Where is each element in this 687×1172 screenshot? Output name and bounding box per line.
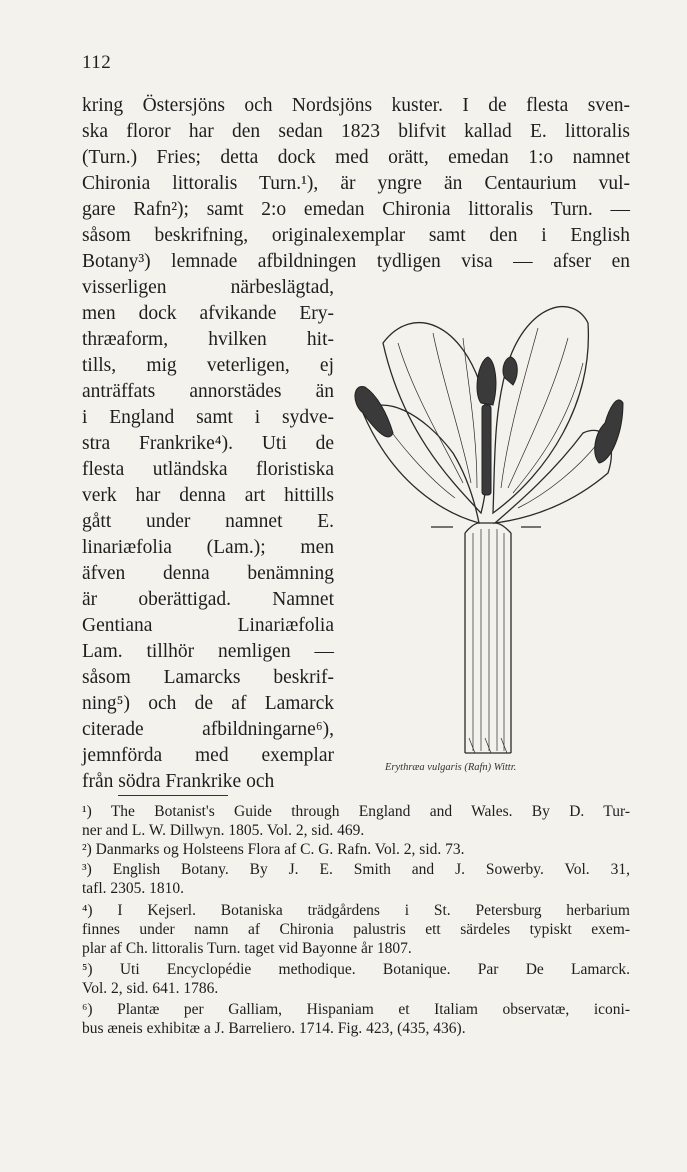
wrapped-line: ning⁵) och de af Lamarck: [82, 693, 334, 714]
wrapped-line: Gentiana Linariæfolia: [82, 615, 334, 636]
wrapped-line: såsom Lamarcks beskrif-: [82, 667, 334, 688]
flower-illustration: [343, 283, 633, 763]
wrapped-line: från södra Frankrike och: [82, 771, 275, 792]
wrapped-line: thræaform, hvilken hit-: [82, 329, 334, 350]
footnote-line: ²) Danmarks og Holsteens Flora af C. G. Rafn. Vol. 2, sid. 73.: [82, 841, 465, 858]
figure-caption: Erythræa vulgaris (Rafn) Wittr.: [385, 762, 517, 773]
footnote-line: finnes under namn af Chironia palustris ett särdeles typiskt exem-: [82, 921, 630, 938]
footnote-line: ner and L. W. Dillwyn. 1805. Vol. 2, sid. 469.: [82, 822, 365, 839]
footnote-line: plar af Ch. littoralis Turn. taget vid Bayonne år 1807.: [82, 940, 412, 957]
wrapped-line: äfven denna benämning: [82, 563, 334, 584]
footnote-line: Vol. 2, sid. 641. 1786.: [82, 980, 219, 997]
wrapped-line: visserligen närbeslägtad,: [82, 277, 334, 298]
body-line: Chironia littoralis Turn.¹), är yngre än Centaurium vul-: [82, 173, 630, 194]
wrapped-line: stra Frankrike⁴). Uti de: [82, 433, 334, 454]
footnote-line: ⁴) I Kejserl. Botaniska trädgårdens i St. Petersburg herbarium: [82, 902, 630, 919]
wrapped-line: i England samt i sydve-: [82, 407, 334, 428]
wrapped-line: linariæfolia (Lam.); men: [82, 537, 334, 558]
footnote-line: tafl. 2305. 1810.: [82, 880, 185, 897]
footnote-divider: [118, 795, 228, 796]
wrapped-line: tills, mig veterligen, ej: [82, 355, 334, 376]
footnote-line: ⁵) Uti Encyclopédie methodique. Botanique. Par De Lamarck.: [82, 961, 630, 978]
page-number: 112: [82, 52, 112, 73]
body-line: såsom beskrifning, originalexemplar samt den i English: [82, 225, 630, 246]
wrapped-line: citerade afbildningarne⁶),: [82, 719, 334, 740]
wrapped-line: gått under namnet E.: [82, 511, 334, 532]
body-line: (Turn.) Fries; detta dock med orätt, emedan 1:o namnet: [82, 147, 630, 168]
body-line: kring Östersjöns och Nordsjöns kuster. I de flesta sven-: [82, 95, 630, 116]
body-line: Botany³) lemnade afbildningen tydligen visa — afser en: [82, 251, 630, 272]
footnote-line: ³) English Botany. By J. E. Smith and J. Sowerby. Vol. 31,: [82, 861, 630, 878]
wrapped-line: flesta utländska floristiska: [82, 459, 334, 480]
wrapped-line: verk har denna art hittills: [82, 485, 334, 506]
body-line: gare Rafn²); samt 2:o emedan Chironia littoralis Turn. —: [82, 199, 630, 220]
footnote-line: bus æneis exhibitæ a J. Barreliero. 1714. Fig. 423, (435, 436).: [82, 1020, 466, 1037]
wrapped-line: anträffats annorstädes än: [82, 381, 334, 402]
wrapped-line: jemnförda med exemplar: [82, 745, 334, 766]
body-line: ska floror har den sedan 1823 blifvit kallad E. littoralis: [82, 121, 630, 142]
footnote-line: ¹) The Botanist's Guide through England and Wales. By D. Tur-: [82, 803, 630, 820]
wrapped-line: Lam. tillhör nemligen —: [82, 641, 334, 662]
wrapped-line: men dock afvikande Ery-: [82, 303, 334, 324]
wrapped-line: är oberättigad. Namnet: [82, 589, 334, 610]
footnote-line: ⁶) Plantæ per Galliam, Hispaniam et Italiam observatæ, iconi-: [82, 1001, 630, 1018]
